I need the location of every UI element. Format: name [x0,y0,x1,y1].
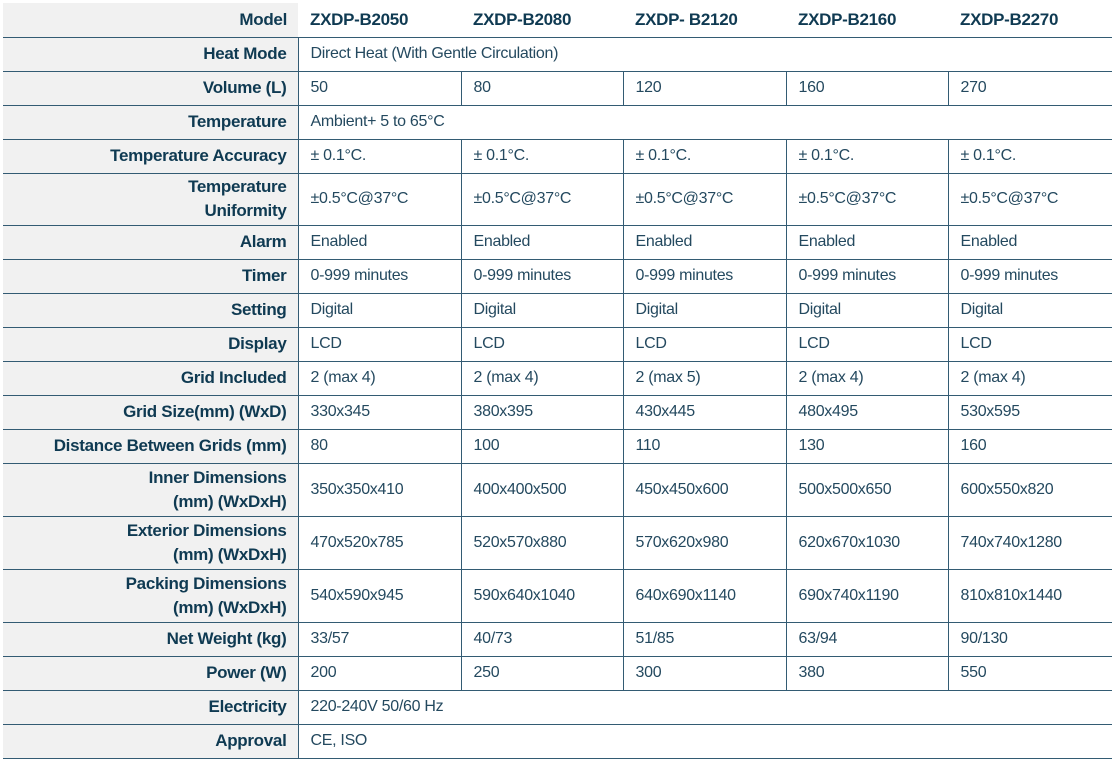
table-cell: 130 [786,429,948,463]
table-cell: LCD [298,327,461,361]
table-cell: 2 (max 4) [461,361,623,395]
table-cell: 160 [948,429,1112,463]
row-label-exterior-dimensions [3,516,298,569]
row-label-temperature-uniformity [3,173,298,225]
table-cell: ±0.5°C@37°C [786,173,948,225]
table-cell: ±0.5°C@37°C [298,173,461,225]
table-cell: 740x740x1280 [948,516,1112,569]
row-label-temperature: Temperature [3,105,298,139]
row-label-grid-size: Grid Size(mm) (WxD) [3,395,298,429]
temperature-value: Ambient+ 5 to 65°C [298,105,1112,139]
row-label-distance-between-grids: Distance Between Grids (mm) [3,429,298,463]
table-cell: 450x450x600 [623,463,786,516]
table-cell: Enabled [786,225,948,259]
row-temperature-uniformity [3,173,1112,225]
table-cell: 350x350x410 [298,463,461,516]
model-header: ZXDP-B2160 [786,3,948,37]
table-cell: 380x395 [461,395,623,429]
label-line: (mm) (WxDxH) [172,491,287,511]
row-label-packing-dimensions [3,569,298,622]
table-cell: ±0.5°C@37°C [948,173,1112,225]
table-cell: 330x345 [298,395,461,429]
table-cell: ±0.5°C@37°C [461,173,623,225]
table-cell: ± 0.1°C. [298,139,461,173]
row-volume [3,71,1112,105]
table-cell: 400x400x500 [461,463,623,516]
table-cell: 200 [298,656,461,690]
model-header: ZXDP-B2050 [298,3,461,37]
table-cell: LCD [786,327,948,361]
table-cell: 90/130 [948,622,1112,656]
table-cell: 270 [948,71,1112,105]
row-label-heat-mode: Heat Mode [3,37,298,71]
table-cell: 590x640x1040 [461,569,623,622]
row-label-approval: Approval [3,724,298,758]
row-label-timer: Timer [3,259,298,293]
table-cell: Digital [298,293,461,327]
row-heat-mode [3,37,1112,71]
row-power [3,656,1112,690]
label-line: Packing Dimensions [125,573,287,593]
table-cell: 570x620x980 [623,516,786,569]
table-cell: 600x550x820 [948,463,1112,516]
table-cell: 120 [623,71,786,105]
row-distance-between-grids [3,429,1112,463]
table-cell: 470x520x785 [298,516,461,569]
table-cell: 0-999 minutes [461,259,623,293]
row-grid-size [3,395,1112,429]
table-cell: 500x500x650 [786,463,948,516]
row-label-grid-included: Grid Included [3,361,298,395]
model-header: ZXDP- B2120 [623,3,786,37]
row-electricity [3,690,1112,724]
table-cell: Digital [786,293,948,327]
table-cell: LCD [623,327,786,361]
table-cell: 80 [298,429,461,463]
table-cell: ±0.5°C@37°C [623,173,786,225]
table-cell: 160 [786,71,948,105]
row-approval [3,724,1112,758]
table-cell: 33/57 [298,622,461,656]
table-cell: 530x595 [948,395,1112,429]
table-cell: 480x495 [786,395,948,429]
table-cell: 0-999 minutes [298,259,461,293]
table-cell: 250 [461,656,623,690]
table-cell: 0-999 minutes [786,259,948,293]
table-cell: Enabled [623,225,786,259]
label-line: (mm) (WxDxH) [172,544,287,564]
row-display [3,327,1112,361]
label-line: Temperature [188,177,287,196]
table-cell: 810x810x1440 [948,569,1112,622]
table-cell: LCD [948,327,1112,361]
table-cell: Enabled [948,225,1112,259]
table-cell: Digital [623,293,786,327]
row-timer [3,259,1112,293]
row-packing-dimensions [3,569,1112,622]
label-line: Uniformity [204,201,287,220]
label-line: (mm) (WxDxH) [172,597,287,617]
row-temperature [3,105,1112,139]
table-cell: 380 [786,656,948,690]
table-cell: 80 [461,71,623,105]
table-cell: 550 [948,656,1112,690]
row-label-net-weight: Net Weight (kg) [3,622,298,656]
table-cell: 2 (max 4) [298,361,461,395]
table-cell: ± 0.1°C. [461,139,623,173]
label-line: Exterior Dimensions [126,520,287,540]
row-setting [3,293,1112,327]
table-cell: 2 (max 4) [786,361,948,395]
label-line: Inner Dimensions [148,467,287,487]
row-label-temperature-accuracy: Temperature Accuracy [3,139,298,173]
table-cell: ± 0.1°C. [948,139,1112,173]
row-temperature-accuracy [3,139,1112,173]
approval-value: CE, ISO [298,724,1112,758]
row-label-alarm: Alarm [3,225,298,259]
table-cell: 430x445 [623,395,786,429]
table-cell: 51/85 [623,622,786,656]
heat-mode-value: Direct Heat (With Gentle Circulation) [298,37,1112,71]
table-cell: 2 (max 4) [948,361,1112,395]
table-cell: 100 [461,429,623,463]
table-cell: 40/73 [461,622,623,656]
table-cell: 620x670x1030 [786,516,948,569]
specification-table [3,3,1112,759]
table-cell: 63/94 [786,622,948,656]
table-cell: 110 [623,429,786,463]
row-exterior-dimensions [3,516,1112,569]
row-label-power: Power (W) [3,656,298,690]
table-cell: 2 (max 5) [623,361,786,395]
table-cell: Digital [948,293,1112,327]
row-label-display: Display [3,327,298,361]
table-cell: ± 0.1°C. [786,139,948,173]
row-label-electricity: Electricity [3,690,298,724]
table-cell: 520x570x880 [461,516,623,569]
table-cell: 0-999 minutes [623,259,786,293]
table-cell: Enabled [461,225,623,259]
table-cell: ± 0.1°C. [623,139,786,173]
table-cell: Enabled [298,225,461,259]
row-alarm [3,225,1112,259]
model-header: ZXDP-B2270 [948,3,1112,37]
row-label-volume: Volume (L) [3,71,298,105]
row-net-weight [3,622,1112,656]
row-label-model: Model [3,3,298,37]
row-label-inner-dimensions [3,463,298,516]
table-cell: 0-999 minutes [948,259,1112,293]
table-cell: 300 [623,656,786,690]
row-model [3,3,1112,37]
table-cell: 50 [298,71,461,105]
row-grid-included [3,361,1112,395]
table-cell: LCD [461,327,623,361]
table-cell: 540x590x945 [298,569,461,622]
electricity-value: 220-240V 50/60 Hz [298,690,1112,724]
table-cell: Digital [461,293,623,327]
table-cell: 640x690x1140 [623,569,786,622]
row-inner-dimensions [3,463,1112,516]
row-label-setting: Setting [3,293,298,327]
table-cell: 690x740x1190 [786,569,948,622]
model-header: ZXDP-B2080 [461,3,623,37]
